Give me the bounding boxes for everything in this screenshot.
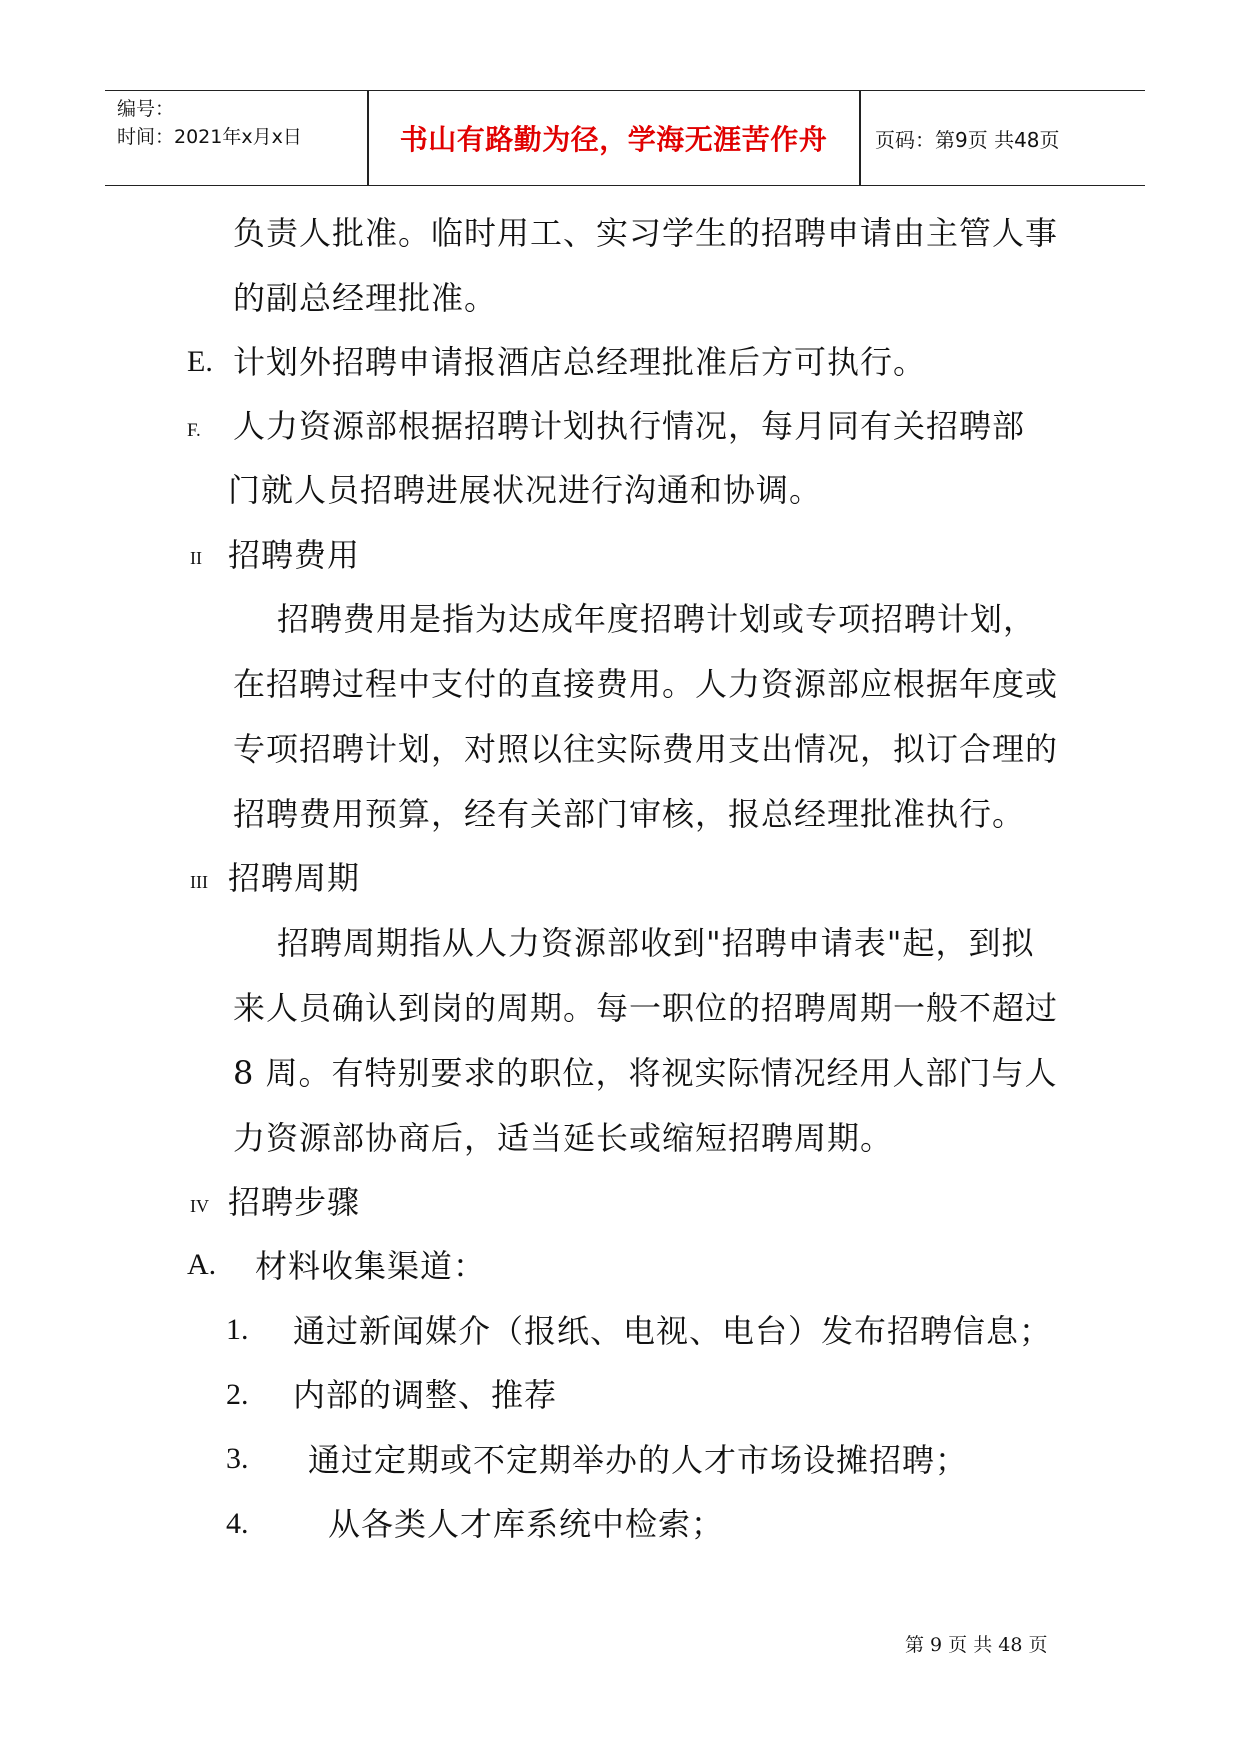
item-number: 4. bbox=[226, 1507, 249, 1540]
document-number-label: 编号： bbox=[117, 98, 175, 120]
paragraph-line: 门就人员招聘进展状况进行沟通和协调。 bbox=[228, 471, 823, 509]
list-item: 内部的调整、推荐 bbox=[293, 1376, 558, 1414]
subsection-heading: 材料收集渠道： bbox=[255, 1247, 487, 1285]
paragraph-line: 负责人批准。临时用工、实习学生的招聘申请由主管人事 bbox=[233, 214, 1059, 252]
list-item: 通过新闻媒介（报纸、电视、电台）发布招聘信息； bbox=[293, 1312, 1053, 1350]
list-item: 通过定期或不定期举办的人才市场设摊招聘； bbox=[308, 1441, 969, 1479]
header-motto: 书山有路勤为径，学海无涯苦作舟 bbox=[399, 123, 828, 156]
document-time-label: 时间：2021年x月x日 bbox=[117, 126, 302, 148]
paragraph-line: 的副总经理批准。 bbox=[233, 279, 498, 317]
list-item: 从各类人才库系统中检索； bbox=[328, 1505, 725, 1543]
paragraph-line: 力资源部协商后，适当延长或缩短招聘周期。 bbox=[233, 1119, 894, 1157]
section-marker-iii: III bbox=[190, 872, 208, 892]
paragraph-line: 招聘费用是指为达成年度招聘计划或专项招聘计划， bbox=[277, 600, 1037, 638]
list-marker-e: E. bbox=[187, 345, 213, 378]
section-heading: 招聘周期 bbox=[228, 859, 361, 897]
paragraph-line: 招聘费用预算，经有关部门审核，报总经理批准执行。 bbox=[233, 795, 1026, 833]
section-heading: 招聘步骤 bbox=[228, 1183, 361, 1221]
header-meta bbox=[117, 95, 367, 151]
list-marker-f: F. bbox=[187, 420, 201, 441]
item-number: 2. bbox=[226, 1378, 249, 1411]
item-number: 1. bbox=[226, 1313, 249, 1346]
header-divider bbox=[859, 91, 861, 185]
section-heading: 招聘费用 bbox=[228, 536, 361, 574]
paragraph-line: 在招聘过程中支付的直接费用。人力资源部应根据年度或 bbox=[233, 665, 1059, 703]
header-page-number: 页码：第9页 共48页 bbox=[875, 127, 1060, 152]
paragraph-line: 8 周。有特别要求的职位，将视实际情况经用人部门与人 bbox=[233, 1054, 1058, 1092]
item-number: 3. bbox=[226, 1442, 249, 1475]
list-marker-a: A. bbox=[187, 1248, 217, 1281]
section-marker-ii: II bbox=[190, 548, 202, 568]
list-item-f: 人力资源部根据招聘计划执行情况，每月同有关招聘部 bbox=[233, 407, 1026, 445]
paragraph-line: 招聘周期指从人力资源部收到"招聘申请表"起，到拟 bbox=[277, 924, 1035, 962]
paragraph-line: 来人员确认到岗的周期。每一职位的招聘周期一般不超过 bbox=[233, 989, 1059, 1027]
paragraph-line: 专项招聘计划，对照以往实际费用支出情况，拟订合理的 bbox=[233, 730, 1059, 768]
page-header bbox=[105, 90, 1145, 186]
list-item-e: 计划外招聘申请报酒店总经理批准后方可执行。 bbox=[233, 343, 927, 381]
section-marker-iv: IV bbox=[190, 1196, 209, 1216]
page-footer: 第 9 页 共 48 页 bbox=[905, 1634, 1048, 1656]
